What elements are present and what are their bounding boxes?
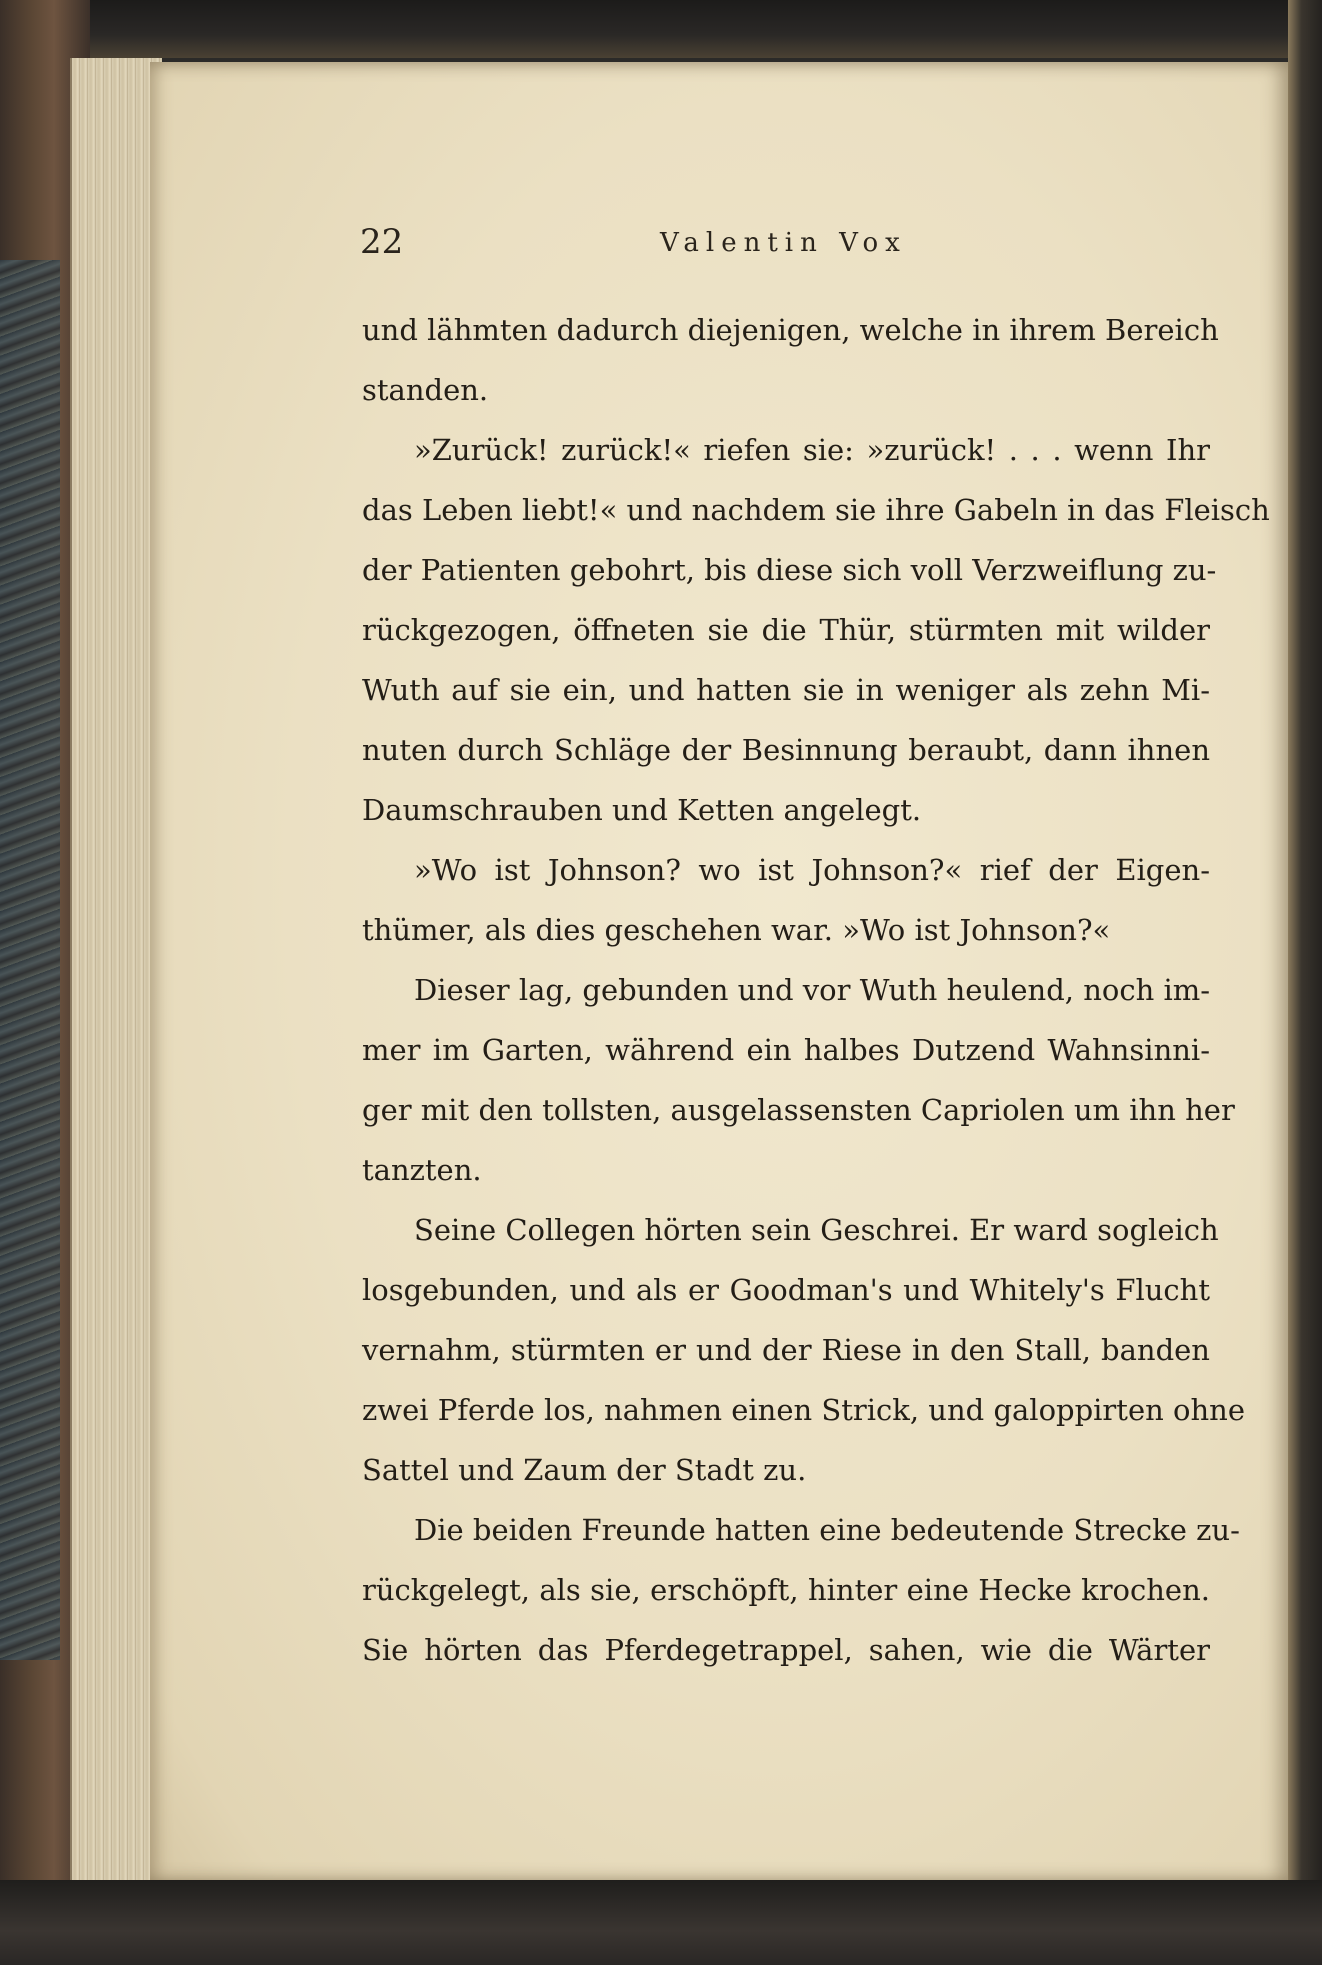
text-line: losgebunden, und als er Goodman's und Whitely's Flucht: [362, 1273, 1210, 1307]
text-line: rückgezogen, öffneten sie die Thür, stürmten mit wilder: [362, 613, 1210, 647]
text-line: thümer, als dies geschehen war. »Wo ist Johnson?«: [362, 913, 1111, 947]
book-bottom-edge: [0, 1880, 1322, 1965]
text-line: »Zurück! zurück!« riefen sie: »zurück! . . . wenn Ihr: [414, 433, 1210, 467]
body-text: [362, 300, 1270, 1680]
text-line: der Patienten gebohrt, bis diese sich voll Verzweiflung zu-: [362, 553, 1217, 587]
text-line: Dieser lag, gebunden und vor Wuth heulend, noch im-: [414, 973, 1211, 1007]
text-line: und lähmten dadurch diejenigen, welche in ihrem Bereich: [362, 313, 1219, 347]
book-gutter-edge: [1288, 0, 1322, 1965]
text-line: Daumschrauben und Ketten angelegt.: [362, 793, 922, 827]
text-line: nuten durch Schläge der Besinnung beraubt, dann ihnen: [362, 733, 1210, 767]
text-line: tanzten.: [362, 1153, 482, 1187]
text-line: das Leben liebt!« und nachdem sie ihre Gabeln in das Fleisch: [362, 493, 1270, 527]
text-line: ger mit den tollsten, ausgelassensten Capriolen um ihn her: [362, 1093, 1235, 1127]
text-line: »Wo ist Johnson? wo ist Johnson?« rief der Eigen-: [414, 853, 1210, 887]
text-line: Sie hörten das Pferdegetrappel, sahen, wie die Wärter: [362, 1633, 1210, 1667]
text-line: vernahm, stürmten er und der Riese in den Stall, banden: [362, 1333, 1210, 1367]
book-top-edge: [0, 0, 1322, 58]
page-header: [210, 222, 1050, 282]
text-line: standen.: [362, 373, 489, 407]
text-line: Sattel und Zaum der Stadt zu.: [362, 1453, 807, 1487]
text-line: zwei Pferde los, nahmen einen Strick, und galoppirten ohne: [362, 1393, 1245, 1427]
running-head: Valentin Vox: [660, 228, 907, 258]
cover-marbling: [0, 260, 60, 1660]
text-line: rückgelegt, als sie, erschöpft, hinter eine Hecke krochen.: [362, 1573, 1210, 1607]
page-stack-edges: [70, 58, 162, 1880]
text-line: Wuth auf sie ein, und hatten sie in weniger als zehn Mi-: [362, 673, 1210, 707]
text-line: Seine Collegen hörten sein Geschrei. Er ward sogleich: [414, 1213, 1219, 1247]
page-number: 22: [360, 222, 404, 262]
text-line: Die beiden Freunde hatten eine bedeutende Strecke zu-: [414, 1513, 1240, 1547]
text-line: mer im Garten, während ein halbes Dutzend Wahnsinni-: [362, 1033, 1210, 1067]
